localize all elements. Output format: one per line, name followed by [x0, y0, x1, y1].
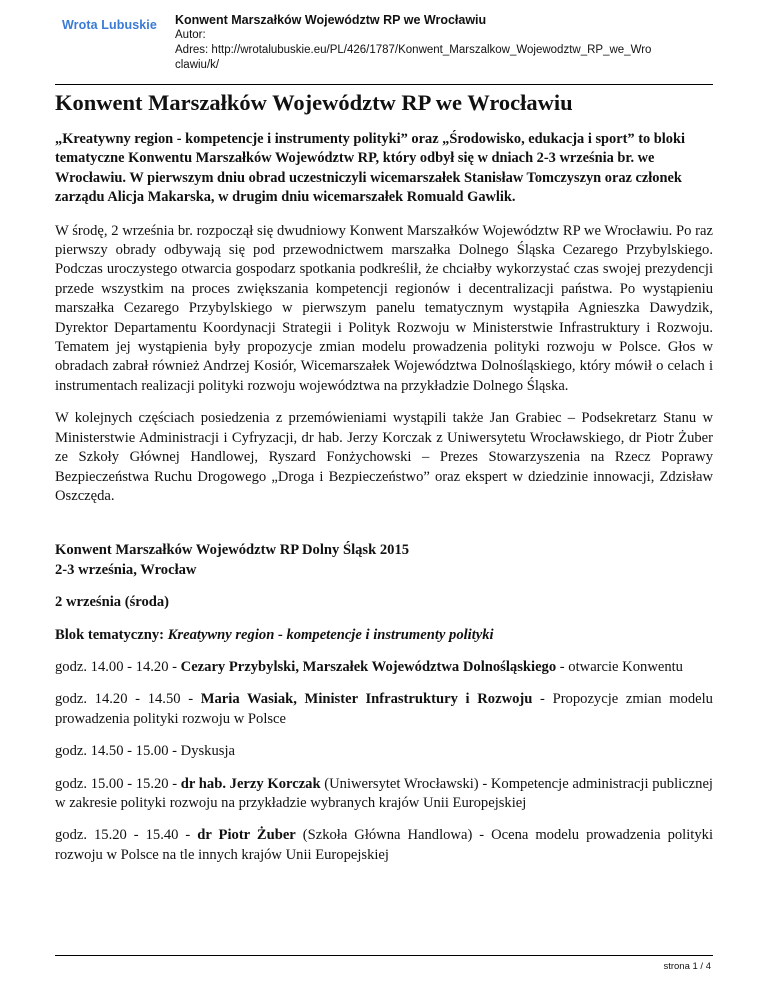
program-item — [55, 826, 713, 865]
program-block-label: Blok tematyczny: — [55, 626, 168, 643]
article-content — [55, 88, 713, 878]
section-gap — [55, 519, 713, 541]
program-item-time: godz. 14.00 - 14.20 - — [55, 658, 181, 675]
program-item-desc: (Szkoła Główna Handlowa) - Ocena modelu prowadzenia polityki rozwoju w Polsce na tle innych krajów Unii Europejskiej — [55, 827, 713, 863]
program-item — [55, 658, 713, 677]
program-block-name: Kreatywny region - kompetencje i instrumenty polityki — [167, 626, 494, 643]
article-paragraph-2: W kolejnych częściach posiedzenia z przemówieniami wystąpili także Jan Grabiec – Podsekretarz Stanu w Ministerstwie Administracji i Cyfryzacji, dr hab. Jerzy Korczak z Uniwersytetu Wrocławskiego, dr Piotr Żuber ze Szkoły Głównej Handlowej, Ryszard Fonżychowski – Prezes Stowarzyszenia na Rzecz Poprawy Bezpieczeństwa Ruchu Drogowego „Droga i Bezpieczeństwo” oraz ekspert w dziedzinie innowacji, Zdzisław Oszczęda. — [55, 410, 713, 504]
program-block — [55, 626, 713, 645]
header-address: Adres: http://wrotalubuskie.eu/PL/426/1787/Konwent_Marszalkow_Wojewodztw_RP_we_Wro — [175, 44, 652, 56]
program-day — [55, 593, 713, 612]
program-item-speaker: dr Piotr Żuber — [197, 827, 296, 844]
header-address-cont: clawiu/k/ — [175, 59, 220, 71]
program-item-time: godz. 14.50 - 15.00 - Dyskusja — [55, 743, 235, 760]
program-item-speaker: dr hab. Jerzy Korczak — [180, 775, 321, 792]
header-title: Konwent Marszałków Województw RP we Wrocławiu — [175, 13, 487, 27]
header-meta — [175, 12, 720, 73]
program-day-label: 2 września (środa) — [55, 594, 170, 611]
page-number: strona 1 / 4 — [663, 961, 711, 972]
article-paragraph-1: W środę, 2 września br. rozpoczął się dwudniowy Konwent Marszałków Województw RP we Wrocławiu. Po raz pierwszy obrady odbywają się pod przewodnictwem marszałka Dolnego Śląska Cezarego Przybylskiego. Podczas uroczystego otwarcia gospodarz spotkania podkreślił, że chciałby wykorzystać czas swojej prezydencji przede wszystkim na proces zwiększania kompetencji regionów i decentralizacji państwa. Po wystąpieniu marszałka Cezarego Przybylskiego w pierwszym panelu tematycznym wystąpiła Agnieszka Dawydzik, Dyrektor Departamentu Koordynacji Strategii i Polityk Rozwoju w Ministerstwie Infrastruktury i Rozwoju. Tematem jej wystąpienia były propozycje zmian modelu prowadzenia polityki rozwoju w Polsce. Głos w obradach zabrał również Andrzej Kosiór, Wicemarszałek Województwa Dolnośląskiego, który mówił o celach i instrumentach realizacji polityki rozwoju województwa na przykładzie Dolnego Śląska. — [55, 222, 713, 394]
site-logo[interactable]: Wrota Lubuskie — [62, 18, 157, 32]
program-item-time: godz. 14.20 - 14.50 - — [55, 691, 201, 708]
program-item-speaker: Maria Wasiak, Minister Infrastruktury i Rozwoju — [200, 691, 533, 708]
program-item-desc: - Propozycje zmian modelu prowadzenia polityki rozwoju w Polsce — [55, 691, 713, 727]
program-item — [55, 690, 713, 729]
program-item — [55, 742, 713, 761]
program-heading-line1: Konwent Marszałków Województw RP Dolny Śląsk 2015 — [55, 542, 410, 559]
program-item-desc: - otwarcie Konwentu — [556, 658, 683, 675]
header-divider — [55, 84, 713, 85]
program-item-speaker: Cezary Przybylski, Marszałek Województwa Dolnośląskiego — [180, 658, 557, 675]
article-lead: „Kreatywny region - kompetencje i instrumenty polityki” oraz „Środowisko, edukacja i sport” to bloki tematyczne Konwentu Marszałków Województw RP, który odbył się w dniach 2-3 września br. we Wrocławiu. W pierwszym dniu obrad uczestniczyli wicemarszałek Stanisław Tomczyszyn oraz członek zarządu Alicja Makarska, w drugim dniu wicemarszałek Romuald Gawlik. — [55, 131, 685, 206]
program-item-time: godz. 15.00 - 15.20 - — [55, 775, 181, 792]
page-header — [0, 0, 768, 86]
program-item — [55, 775, 713, 814]
program-item-desc: (Uniwersytet Wrocławski) - Kompetencje administracji publicznej w zakresie polityki rozwoju na przykładzie wybranych krajów Unii Europejskiej — [55, 775, 713, 811]
program-heading-line2: 2-3 września, Wrocław — [55, 561, 197, 578]
program-item-time: godz. 15.20 - 15.40 - — [55, 827, 198, 844]
article-title: Konwent Marszałków Województw RP we Wrocławiu — [55, 90, 573, 115]
program-heading — [55, 541, 713, 580]
header-author: Autor: — [175, 29, 206, 41]
footer-divider — [55, 955, 713, 956]
